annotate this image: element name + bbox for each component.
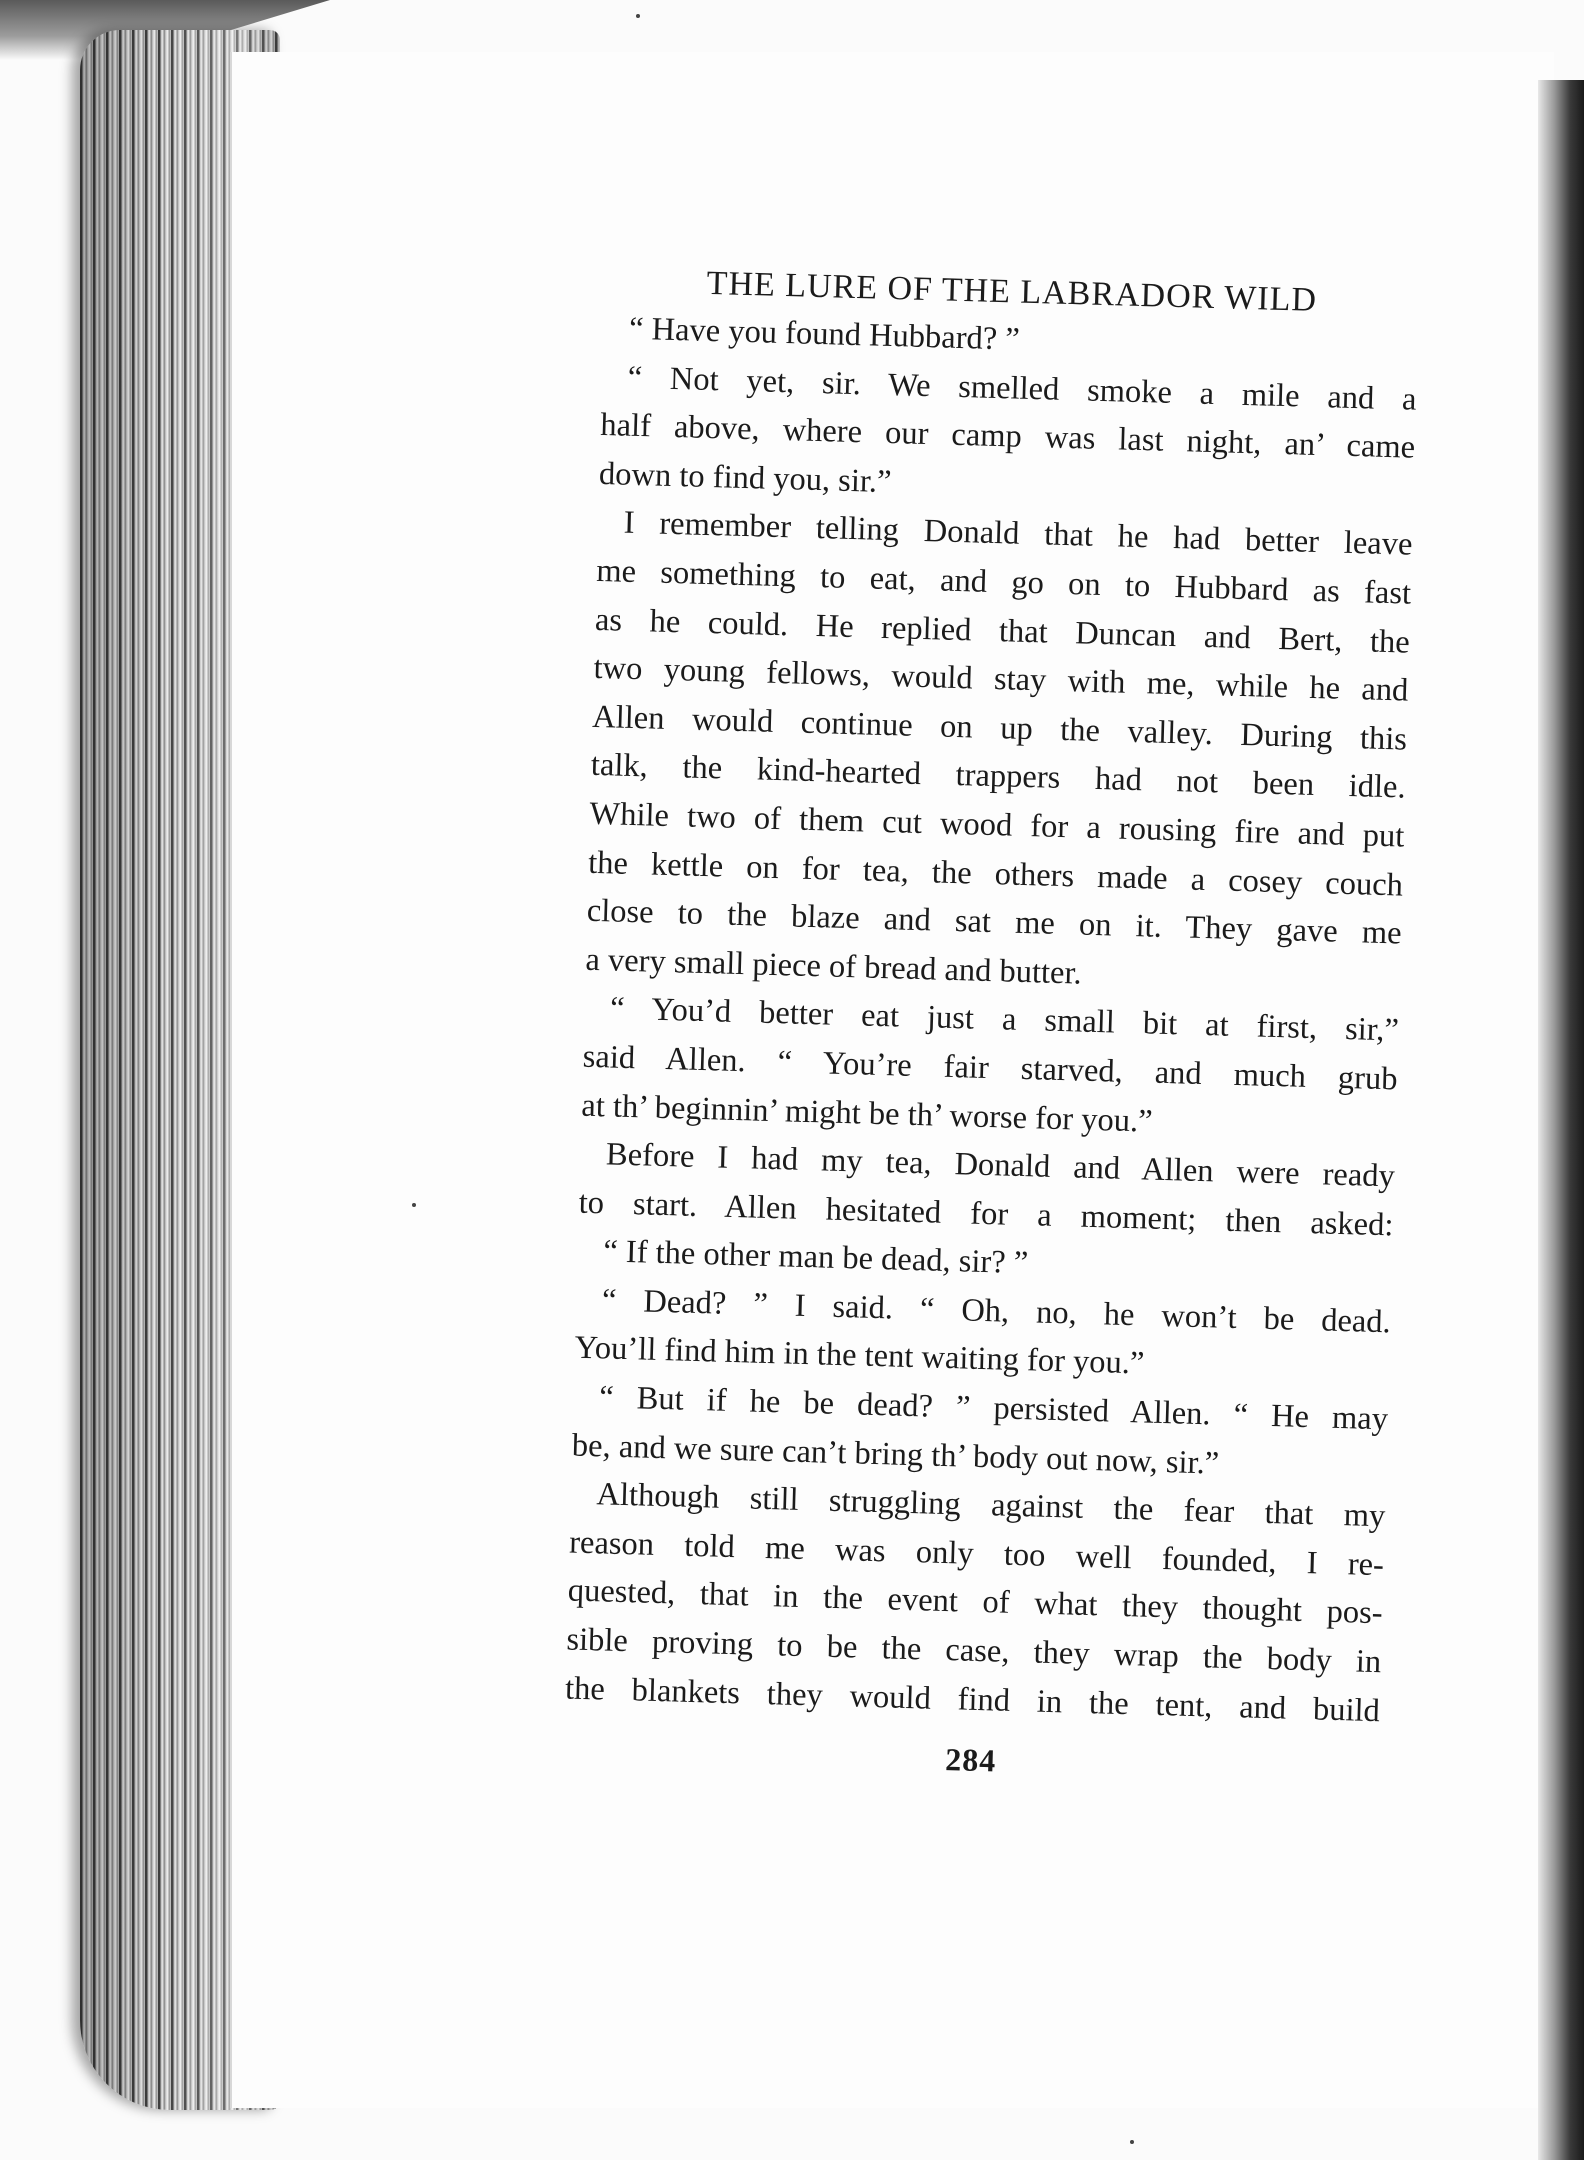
text-line: half above, where our camp was last night, an’ came <box>599 407 1416 466</box>
dust-speck <box>636 14 640 18</box>
text-line: sible proving to be the case, they wrap the body in <box>566 1621 1382 1681</box>
text-line: “ But if he be dead? ” persisted Allen. “ He may <box>598 1379 1389 1438</box>
gutter-shadow <box>1538 80 1584 2160</box>
text-line: as he could. He replied that Duncan and Bert, the <box>594 601 1411 661</box>
text-line: “ Have you found Hubbard? ” <box>628 310 1021 358</box>
text-line: down to find you, sir.” <box>598 455 892 500</box>
text-line: talk, the kind-hearted trappers had not been idle. <box>590 747 1407 806</box>
page-number: 284 <box>944 1741 997 1779</box>
text-line: Allen would continue on up the valley. During this <box>591 698 1408 758</box>
text-line: a very small piece of bread and butter. <box>585 941 1083 992</box>
dust-speck <box>412 1203 416 1207</box>
text-line: I remember telling Donald that he had better leave <box>623 505 1413 564</box>
body-text <box>564 304 1418 1735</box>
text-line: “ Dead? ” I said. “ Oh, no, he won’t be dead. <box>601 1282 1392 1341</box>
text-line: While two of them cut wood for a rousing fire and put <box>589 795 1405 855</box>
text-line: said Allen. “ You’re fair starved, and much grub <box>582 1038 1398 1098</box>
text-line: “ If the other man be dead, sir? ” <box>602 1233 1029 1282</box>
text-line: You’ll find him in the tent waiting for you.” <box>574 1330 1145 1382</box>
text-line: me something to eat, and go on to Hubbard as fast <box>595 552 1412 612</box>
text-line: Before I had my tea, Donald and Allen were ready <box>605 1136 1396 1195</box>
text-line: the blankets they would find in the tent, and build <box>564 1670 1381 1729</box>
dust-speck <box>1130 2140 1134 2144</box>
page-text-block <box>563 262 1420 1790</box>
text-line: “ You’d better eat just a small bit at first, sir,” <box>609 990 1400 1049</box>
text-line: reason told me was only too well founded, I re- <box>568 1524 1385 1584</box>
text-line: be, and we sure can’t bring th’ body out now, sir.” <box>571 1427 1220 1482</box>
text-line: close to the blaze and sat me on it. They gave me <box>586 892 1403 952</box>
text-line: “ Not yet, sir. We smelled smoke a mile and a <box>627 359 1417 418</box>
text-line: to start. Allen hesitated for a moment; then asked: <box>578 1184 1394 1244</box>
text-line: Although still struggling against the fear that my <box>596 1476 1386 1535</box>
text-line: two young fellows, would stay with me, while he and <box>593 650 1409 709</box>
running-head: THE LURE OF THE LABRADOR WILD <box>706 264 1318 319</box>
text-line: the kettle on for tea, the others made a cosey couch <box>587 844 1404 904</box>
text-line: at th’ beginnin’ might be th’ worse for you.” <box>580 1087 1154 1140</box>
text-line: quested, that in the event of what they thought pos- <box>567 1572 1384 1632</box>
